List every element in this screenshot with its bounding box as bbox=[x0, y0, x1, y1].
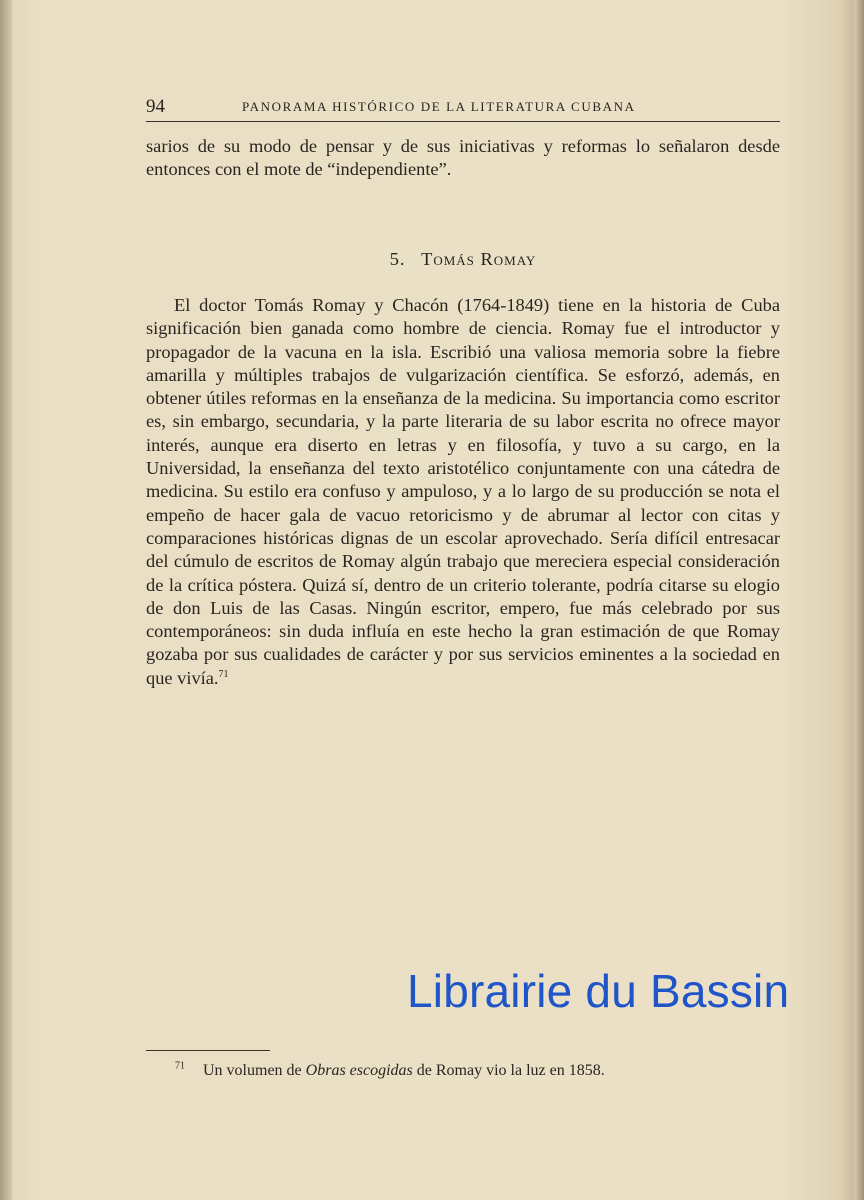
page-edge-left bbox=[0, 0, 12, 1200]
body-paragraph bbox=[146, 294, 780, 690]
footnote-number: 71 bbox=[175, 1060, 185, 1072]
footnote-reference: 71 bbox=[218, 668, 229, 680]
footnote bbox=[175, 1060, 605, 1082]
page-edge-right bbox=[854, 0, 864, 1200]
section-heading bbox=[146, 249, 780, 270]
footnote-italic-title: Obras escogidas bbox=[305, 1062, 413, 1079]
section-number: 5. bbox=[389, 249, 406, 269]
running-title: PANORAMA HISTÓRICO DE LA LITERATURA CUBANA bbox=[242, 99, 636, 114]
footnote-text-after: de Romay vio la luz en 1858. bbox=[416, 1062, 605, 1079]
seller-watermark: Librairie du Bassin bbox=[407, 965, 790, 1017]
footnote-text-before: Un volumen de bbox=[203, 1062, 302, 1079]
body-paragraph-text: El doctor Tomás Romay y Chacón (1764-1849) tiene en la historia de Cuba significación bien ganada como hombre de ciencia. Romay fue el introductor y propagador de la vacuna en la isla. Escribió una valiosa memoria sobre la fiebre amarilla y múltiples trabajos de vulgarización científica. Se esforzó, además, en obtener útiles reformas en la enseñanza de la medicina. Su importancia como escritor es, sin embargo, secundaria, y la parte literaria de su labor escrita no ofrece mayor interés, aunque era diserto en letras y en filosofía, y tuvo a su cargo, en la Universidad, la enseñanza del texto aristotélico conjuntamente con una cátedra de medicina. Su estilo era confuso y ampuloso, y a lo largo de su producción se nota el empeño de hacer gala de vacuo retoricismo y de abrumar al lector con citas y comparaciones históricas dignas de un escolar aprovechado. Sería difícil entresacar del cúmulo de escritos de Romay algún trabajo que mereciera especial consideración de la crítica póstera. Quizá sí, dentro de un criterio tolerante, podría citarse su elogio de don Luis de las Casas. Ningún escritor, empero, fue más celebrado por sus contemporáneos: sin duda influía en este hecho la gran estimación de que Romay gozaba por sus cualidades de carácter y por sus servicios eminentes a la sociedad en que vivía. bbox=[146, 295, 780, 688]
continuation-paragraph: sarios de su modo de pensar y de sus iniciativas y reformas lo señalaron desde entonces con el mote de “independiente”. bbox=[146, 136, 780, 180]
continuation-text bbox=[146, 135, 780, 182]
section-title: Tomás Romay bbox=[421, 249, 537, 269]
page-number: 94 bbox=[146, 96, 165, 117]
body-text bbox=[146, 294, 780, 690]
header-rule bbox=[146, 121, 780, 122]
footnote-rule bbox=[146, 1050, 270, 1051]
page-header bbox=[146, 96, 780, 118]
